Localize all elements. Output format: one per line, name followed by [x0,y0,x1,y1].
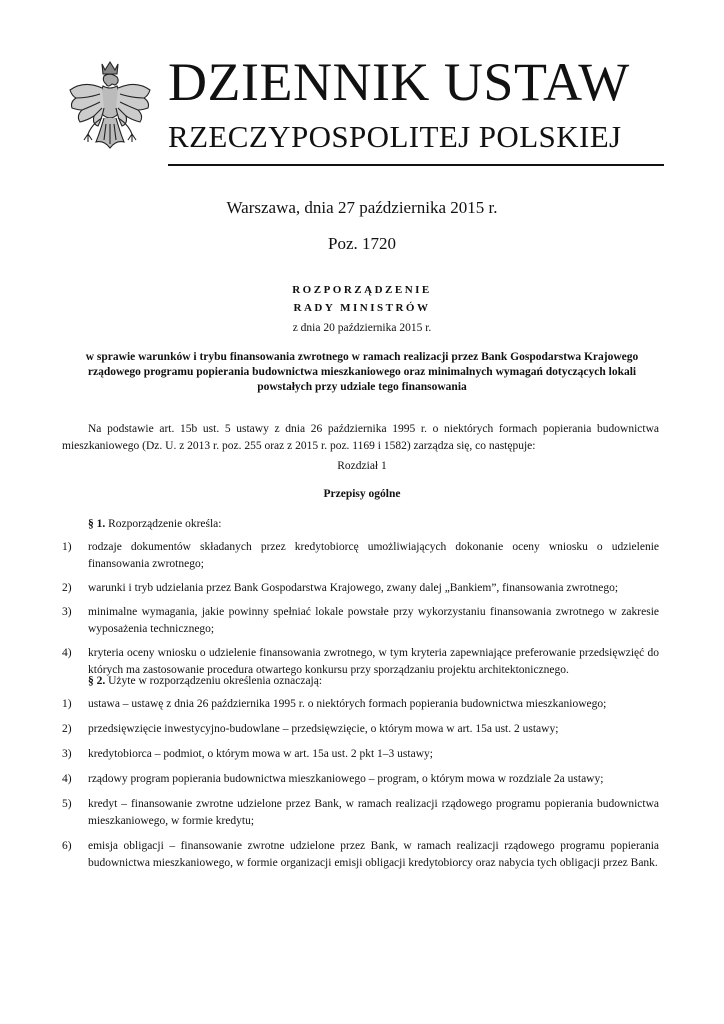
act-type: ROZPORZĄDZENIE [292,284,432,296]
list-item-text: przedsięwzięcie inwestycyjno-budowlane – przedsięwzięcie, o którym mowa w art. 15a ust. 2 ustawy; [88,723,559,735]
list-item [62,838,659,872]
list-item-number: 2) [62,582,72,594]
chapter-title: Przepisy ogólne [323,488,401,500]
list-item [62,746,659,763]
section-1 [62,516,659,686]
list-item [62,539,659,573]
list-item-number: 5) [62,798,72,810]
eagle-emblem-icon [62,58,158,164]
masthead-rule [168,164,664,166]
list-item-number: 4) [62,647,72,659]
section-2-intro-text: Użyte w rozporządzeniu określenia oznaczają: [108,675,323,687]
list-item-number: 1) [62,698,72,710]
act-authority: RADY MINISTRÓW [293,302,431,314]
list-item-text: kredytobiorca – podmiot, o którym mowa w art. 15a ust. 2 pkt 1–3 ustawy; [88,748,433,760]
section-2-intro [62,673,659,690]
list-item [62,604,659,638]
position-number: Poz. 1720 [328,234,396,253]
chapter-number: Rozdział 1 [337,460,387,472]
list-item [62,721,659,738]
list-item-text: ustawa – ustawę z dnia 26 października 1995 r. o niektórych formach popierania budownictwa mieszkaniowego; [88,698,607,710]
list-item-number: 2) [62,723,72,735]
list-item [62,696,659,713]
list-item-text: kredyt – finansowanie zwrotne udzielone przez Bank, w ramach realizacji rządowego programu popierania budownictwa mieszkaniowego, w formie kredytu; [88,798,659,827]
list-item [62,771,659,788]
section-2 [62,673,659,880]
masthead-title: DZIENNIK USTAW [168,52,630,112]
act-subject: w sprawie warunków i trybu finansowania zwrotnego w ramach realizacji przez Bank Gospodarstwa Krajowego rządowego programu popierania budownictwa mieszkaniowego oraz minimalnych wymagań dotyczących lokali powstałych przy udziale tego finansowania [85,351,639,393]
list-item [62,580,659,597]
publication-date: Warszawa, dnia 27 października 2015 r. [226,198,498,217]
list-item-number: 4) [62,773,72,785]
list-item [62,796,659,830]
act-date: z dnia 20 października 2015 r. [292,322,432,334]
masthead-subtitle: RZECZYPOSPOLITEJ POLSKIEJ [168,119,622,154]
list-item-number: 3) [62,748,72,760]
list-item-text: warunki i tryb udzielania przez Bank Gospodarstwa Krajowego, zwany dalej „Bankiem”, finansowania zwrotnego; [88,582,619,594]
preamble: Na podstawie art. 15b ust. 5 ustawy z dnia 26 października 1995 r. o niektórych formach popierania budownictwa mieszkaniowego (Dz. U. z 2013 r. poz. 255 oraz z 2015 r. poz. 1169 i 1582) zarządza się, co następuje: [62,423,659,452]
list-item-text: rodzaje dokumentów składanych przez kredytobiorcę umożliwiających dokonanie oceny wniosku o udzielenie finansowania zwrotnego; [88,541,659,570]
list-item-number: 6) [62,840,72,852]
list-item-text: emisja obligacji – finansowanie zwrotne udzielone przez Bank, w ramach realizacji rządowego programu popierania budownictwa mieszkaniowego, w formie organizacji emisji obligacji kredytobiorcy oraz nabycia tych obligacji przez Bank. [88,840,659,869]
list-item-text: rządowy program popierania budownictwa mieszkaniowego – program, o którym mowa w rozdziale 2a ustawy; [88,773,604,785]
list-item-text: kryteria oceny wniosku o udzielenie finansowania zwrotnego, w tym kryteria zapewniające preferowanie przedsięwzięć do których ma zastosowanie procedura otwartego konkursu przy sporządzaniu projektu architektonicznego. [88,647,659,676]
list-item-text: minimalne wymagania, jakie powinny spełniać lokale powstałe przy wykorzystaniu finansowania zwrotnego w zakresie wyposażenia technicznego; [88,606,659,635]
section-1-label: § 1. [88,518,106,530]
list-item-number: 1) [62,541,72,553]
section-1-intro [62,516,659,533]
section-2-label: § 2. [88,675,106,687]
list-item-number: 3) [62,606,72,618]
section-1-intro-text: Rozporządzenie określa: [108,518,222,530]
